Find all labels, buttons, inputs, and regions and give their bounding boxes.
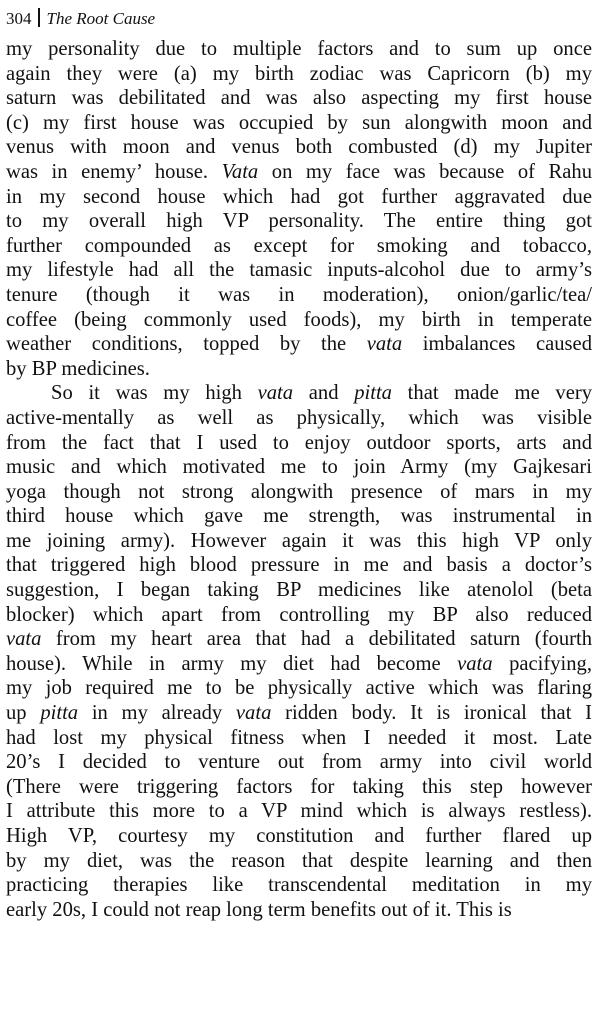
italic-term: pitta xyxy=(40,702,79,725)
text-line: tenure (though it was in moderation), onion/garlic/tea/ xyxy=(6,283,592,306)
text-line: house). While in army my diet had become vata pacifying, xyxy=(6,652,592,675)
text-line: So it was my high vata and pitta that made me very xyxy=(51,382,592,405)
header-separator xyxy=(38,8,40,27)
text-line: vata from my heart area that had a debilitated saturn (fourth xyxy=(6,628,592,651)
text-line: was in enemy’ house. Vata on my face was because of Rahu xyxy=(6,160,592,183)
italic-term: vata xyxy=(6,628,42,651)
text-line: weather conditions, topped by the vata imbalances caused xyxy=(6,333,592,356)
text-line: had lost my physical fitness when I needed it most. Late xyxy=(6,726,592,749)
text-line: early 20s, I could not reap long term benefits out of it. This is xyxy=(6,898,512,921)
body-text xyxy=(6,37,592,922)
italic-term: Vata xyxy=(221,160,259,183)
book-title: The Root Cause xyxy=(46,9,156,28)
text-line: further compounded as except for smoking and tobacco, xyxy=(6,234,592,257)
text-line: venus with moon and venus both combusted (d) my Jupiter xyxy=(6,136,592,159)
running-header xyxy=(6,8,155,30)
text-line: from the fact that I used to enjoy outdoor sports, arts and xyxy=(6,431,592,454)
text-line: active-mentally as well as physically, which was visible xyxy=(6,406,592,429)
italic-term: vata xyxy=(457,652,493,675)
paragraph xyxy=(6,37,592,381)
text-line: my lifestyle had all the tamasic inputs-alcohol due to army’s xyxy=(6,259,592,282)
text-line: (c) my first house was occupied by sun alongwith moon and xyxy=(6,111,592,134)
text-line: by BP medicines. xyxy=(6,357,150,380)
text-line: blocker) which apart from controlling my BP also reduced xyxy=(6,603,592,626)
text-line: I attribute this more to a VP mind which is always restless). xyxy=(6,800,592,823)
text-line: up pitta in my already vata ridden body. It is ironical that I xyxy=(6,702,593,725)
text-line: music and which motivated me to join Army (my Gajkesari xyxy=(6,456,592,479)
text-line: (There were triggering factors for taking this step however xyxy=(6,775,592,798)
text-line: yoga though not strong alongwith presence of mars in my xyxy=(6,480,592,503)
text-line: saturn was debilitated and was also aspecting my first house xyxy=(6,87,592,110)
text-line: again they were (a) my birth zodiac was Capricorn (b) my xyxy=(6,62,592,85)
text-line: in my second house which had got further aggravated due xyxy=(6,185,592,208)
text-line: High VP, courtesy my constitution and further flared up xyxy=(6,825,592,847)
text-line: coffee (being commonly used foods), my birth in temperate xyxy=(6,308,592,331)
italic-term: vata xyxy=(257,382,294,405)
italic-term: vata xyxy=(235,702,272,725)
italic-term: pitta xyxy=(354,382,392,405)
text-line: by my diet, was the reason that despite learning and then xyxy=(6,849,592,872)
text-line: my personality due to multiple factors and to sum up once xyxy=(6,38,592,60)
text-line: third house which gave me strength, was instrumental in xyxy=(6,505,592,528)
italic-term: vata xyxy=(366,333,403,356)
text-line: suggestion, I began taking BP medicines like atenolol (beta xyxy=(6,579,592,602)
text-line: to my overall high VP personality. The entire thing got xyxy=(6,210,592,233)
page-number: 304 xyxy=(6,9,32,28)
text-line: me joining army). However again it was this high VP only xyxy=(6,529,592,552)
paragraph xyxy=(6,381,592,922)
text-line: that triggered high blood pressure in me and basis a doctor’s xyxy=(6,554,592,577)
text-line: practicing therapies like transcendental meditation in my xyxy=(6,874,592,897)
text-line: my job required me to be physically active which was flaring xyxy=(6,677,592,700)
text-line: 20’s I decided to venture out from army into civil world xyxy=(6,751,592,774)
